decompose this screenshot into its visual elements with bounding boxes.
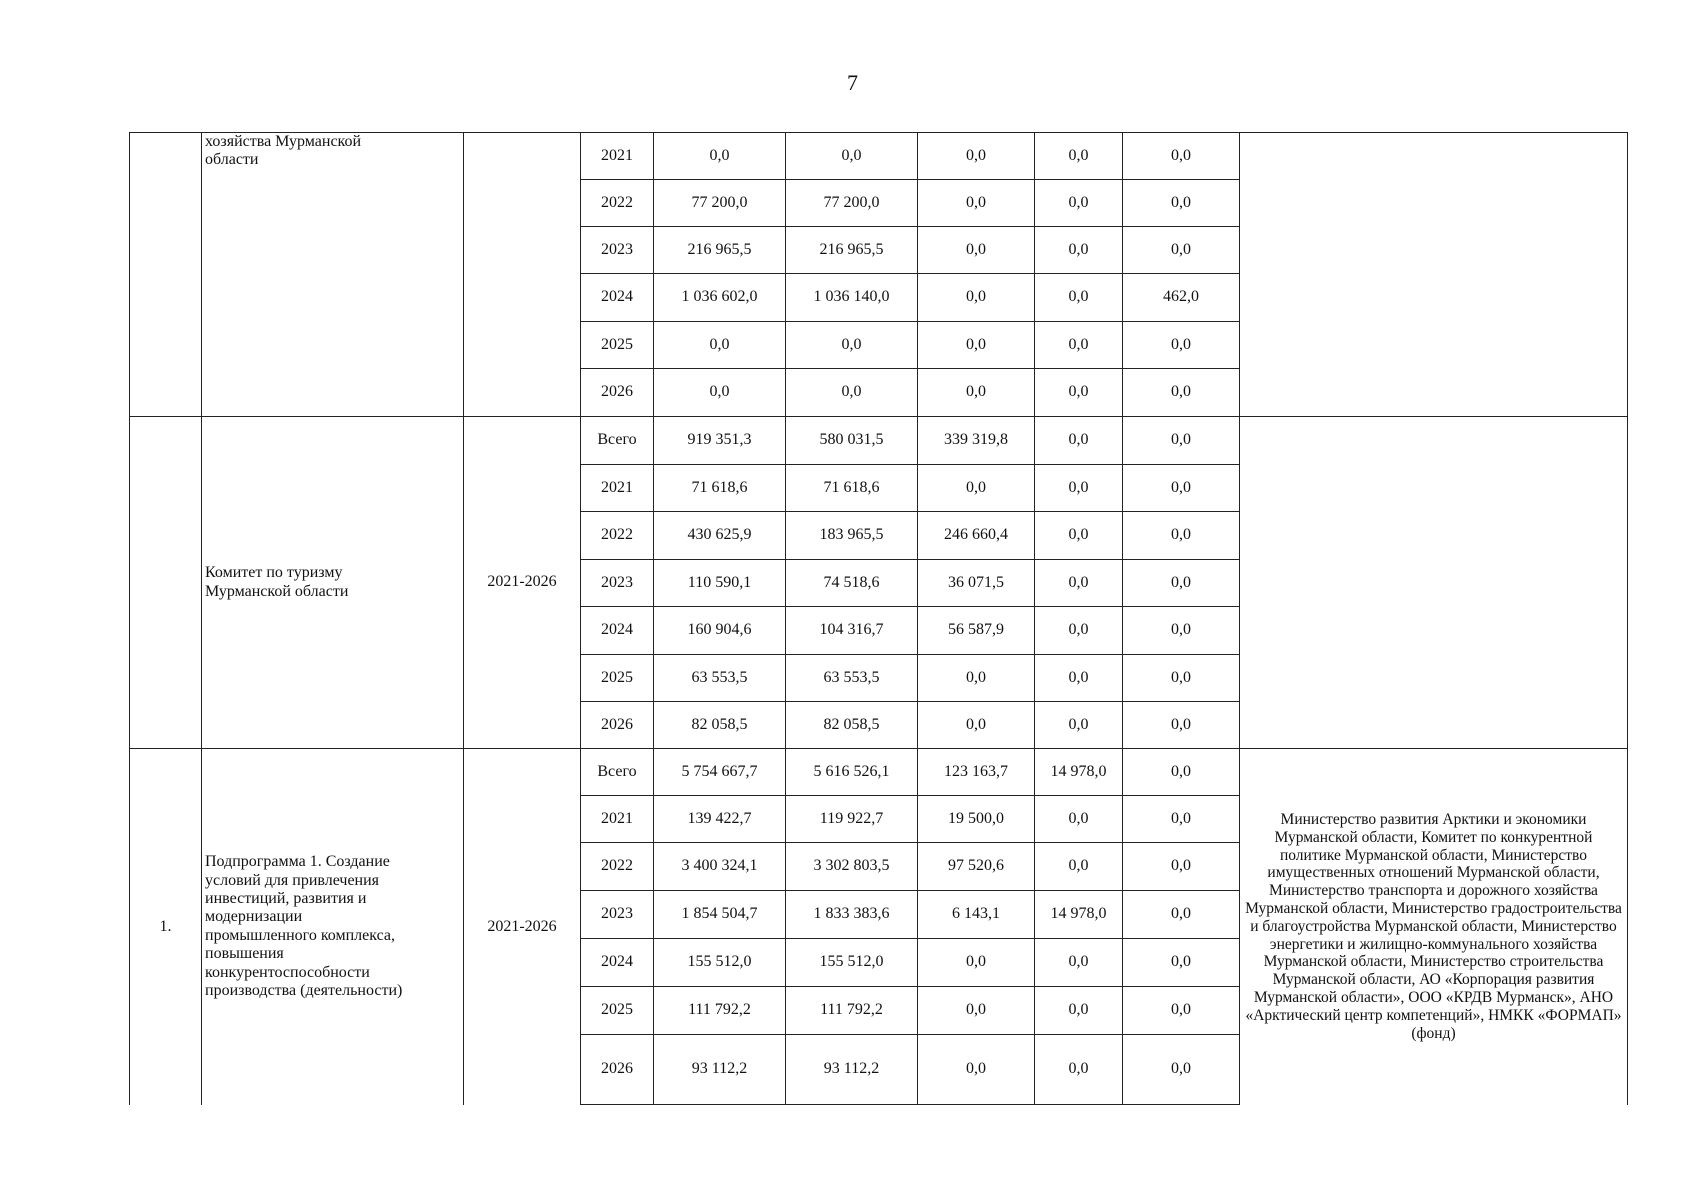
local-budget-value: 0,0 [1035, 607, 1123, 655]
total-value: 1 854 504,7 [654, 891, 786, 939]
year-cell: 2024 [581, 274, 654, 322]
regional-budget-value: 580 031,5 [786, 417, 918, 465]
other-sources-value: 0,0 [1123, 560, 1240, 607]
year-cell: 2024 [581, 939, 654, 987]
other-sources-value: 0,0 [1123, 465, 1240, 512]
regional-budget-value: 111 792,2 [786, 987, 918, 1035]
year-cell: 2022 [581, 180, 654, 227]
federal-budget-value: 97 520,6 [918, 843, 1035, 891]
table-row [130, 417, 1628, 465]
section-name-cell [202, 417, 464, 749]
total-value: 77 200,0 [654, 180, 786, 227]
section-name-text: Подпрограмма 1. Создание условий для привлечения инвестиций, развития и модернизации промышленного комплекса, повышения конкурентоспособности производства (деятельности) [205, 853, 403, 999]
local-budget-value: 0,0 [1035, 1035, 1123, 1105]
year-cell: 2021 [581, 133, 654, 180]
budget-table [129, 132, 1628, 1105]
year-cell: 2024 [581, 607, 654, 655]
other-sources-value: 0,0 [1123, 796, 1240, 843]
year-cell: Всего [581, 417, 654, 465]
year-cell: 2025 [581, 322, 654, 369]
other-sources-value: 0,0 [1123, 369, 1240, 417]
local-budget-value: 0,0 [1035, 369, 1123, 417]
regional-budget-value: 183 965,5 [786, 512, 918, 560]
section-period-cell: 2021-2026 [464, 749, 581, 1105]
year-cell: 2022 [581, 843, 654, 891]
year-cell: 2023 [581, 560, 654, 607]
federal-budget-value: 36 071,5 [918, 560, 1035, 607]
federal-budget-value: 19 500,0 [918, 796, 1035, 843]
federal-budget-value: 6 143,1 [918, 891, 1035, 939]
year-cell: 2025 [581, 987, 654, 1035]
local-budget-value: 0,0 [1035, 227, 1123, 274]
other-sources-value: 0,0 [1123, 749, 1240, 796]
year-cell: Всего [581, 749, 654, 796]
local-budget-value: 0,0 [1035, 322, 1123, 369]
federal-budget-value: 339 319,8 [918, 417, 1035, 465]
total-value: 160 904,6 [654, 607, 786, 655]
year-cell: 2026 [581, 702, 654, 749]
section-period-cell [464, 133, 581, 417]
regional-budget-value: 5 616 526,1 [786, 749, 918, 796]
section-name-text: хозяйства Мурманской области [205, 133, 362, 169]
total-value: 155 512,0 [654, 939, 786, 987]
federal-budget-value: 0,0 [918, 227, 1035, 274]
regional-budget-value: 0,0 [786, 133, 918, 180]
local-budget-value: 14 978,0 [1035, 749, 1123, 796]
responsible-executors-cell [1240, 417, 1628, 749]
total-value: 110 590,1 [654, 560, 786, 607]
total-value: 1 036 602,0 [654, 274, 786, 322]
other-sources-value: 0,0 [1123, 512, 1240, 560]
other-sources-value: 462,0 [1123, 274, 1240, 322]
federal-budget-value: 0,0 [918, 180, 1035, 227]
year-cell: 2023 [581, 891, 654, 939]
section-name-cell [202, 749, 464, 1105]
year-cell: 2023 [581, 227, 654, 274]
year-cell: 2026 [581, 1035, 654, 1105]
year-cell: 2021 [581, 465, 654, 512]
local-budget-value: 14 978,0 [1035, 891, 1123, 939]
total-value: 93 112,2 [654, 1035, 786, 1105]
total-value: 139 422,7 [654, 796, 786, 843]
other-sources-value: 0,0 [1123, 843, 1240, 891]
local-budget-value: 0,0 [1035, 702, 1123, 749]
regional-budget-value: 3 302 803,5 [786, 843, 918, 891]
total-value: 0,0 [654, 322, 786, 369]
year-cell: 2022 [581, 512, 654, 560]
other-sources-value: 0,0 [1123, 133, 1240, 180]
federal-budget-value: 0,0 [918, 465, 1035, 512]
table-row [130, 133, 1628, 180]
other-sources-value: 0,0 [1123, 322, 1240, 369]
other-sources-value: 0,0 [1123, 1035, 1240, 1105]
responsible-executors-cell [1240, 133, 1628, 417]
regional-budget-value: 0,0 [786, 322, 918, 369]
local-budget-value: 0,0 [1035, 274, 1123, 322]
total-value: 71 618,6 [654, 465, 786, 512]
section-period-cell: 2021-2026 [464, 417, 581, 749]
other-sources-value: 0,0 [1123, 655, 1240, 702]
total-value: 0,0 [654, 133, 786, 180]
total-value: 430 625,9 [654, 512, 786, 560]
regional-budget-value: 119 922,7 [786, 796, 918, 843]
other-sources-value: 0,0 [1123, 987, 1240, 1035]
regional-budget-value: 155 512,0 [786, 939, 918, 987]
local-budget-value: 0,0 [1035, 512, 1123, 560]
local-budget-value: 0,0 [1035, 843, 1123, 891]
section-number-cell: 1. [130, 749, 202, 1105]
other-sources-value: 0,0 [1123, 702, 1240, 749]
regional-budget-value: 216 965,5 [786, 227, 918, 274]
other-sources-value: 0,0 [1123, 180, 1240, 227]
year-cell: 2026 [581, 369, 654, 417]
federal-budget-value: 0,0 [918, 987, 1035, 1035]
page-number: 7 [847, 70, 858, 95]
total-value: 216 965,5 [654, 227, 786, 274]
regional-budget-value: 1 036 140,0 [786, 274, 918, 322]
federal-budget-value: 0,0 [918, 133, 1035, 180]
regional-budget-value: 74 518,6 [786, 560, 918, 607]
federal-budget-value: 0,0 [918, 655, 1035, 702]
federal-budget-value: 0,0 [918, 1035, 1035, 1105]
total-value: 3 400 324,1 [654, 843, 786, 891]
regional-budget-value: 82 058,5 [786, 702, 918, 749]
section-name-text: Комитет по туризму Мурманской области [205, 564, 349, 600]
other-sources-value: 0,0 [1123, 227, 1240, 274]
total-value: 111 792,2 [654, 987, 786, 1035]
responsible-executors-cell: Министерство развития Арктики и экономики Мурманской области, Комитет по конкурентной политике Мурманской области, Министерство имущественных отношений Мурманской области, Министерство транспорта и дорожного хозяйства Мурманской области, Министерство градостроительства и благоустройства Мурманской области, Министерство энергетики и жилищно-коммунального хозяйства Мурманской области, Министерство строительства Мурманской области, АО «Корпорация развития Мурманской области», ООО «КРДВ Мурманск», АНО «Арктический центр компетенций», НМКК «ФОРМАП» (фонд) [1240, 749, 1628, 1105]
total-value: 5 754 667,7 [654, 749, 786, 796]
section-number-cell [130, 417, 202, 749]
other-sources-value: 0,0 [1123, 891, 1240, 939]
regional-budget-value: 93 112,2 [786, 1035, 918, 1105]
federal-budget-value: 0,0 [918, 322, 1035, 369]
regional-budget-value: 1 833 383,6 [786, 891, 918, 939]
local-budget-value: 0,0 [1035, 560, 1123, 607]
federal-budget-value: 123 163,7 [918, 749, 1035, 796]
year-cell: 2025 [581, 655, 654, 702]
other-sources-value: 0,0 [1123, 939, 1240, 987]
federal-budget-value: 0,0 [918, 369, 1035, 417]
year-cell: 2021 [581, 796, 654, 843]
local-budget-value: 0,0 [1035, 655, 1123, 702]
federal-budget-value: 0,0 [918, 702, 1035, 749]
section-name-cell [202, 133, 464, 417]
local-budget-value: 0,0 [1035, 939, 1123, 987]
total-value: 0,0 [654, 369, 786, 417]
total-value: 63 553,5 [654, 655, 786, 702]
local-budget-value: 0,0 [1035, 796, 1123, 843]
federal-budget-value: 246 660,4 [918, 512, 1035, 560]
table-row [130, 749, 1628, 796]
local-budget-value: 0,0 [1035, 133, 1123, 180]
regional-budget-value: 0,0 [786, 369, 918, 417]
local-budget-value: 0,0 [1035, 417, 1123, 465]
total-value: 919 351,3 [654, 417, 786, 465]
local-budget-value: 0,0 [1035, 180, 1123, 227]
regional-budget-value: 63 553,5 [786, 655, 918, 702]
federal-budget-value: 0,0 [918, 939, 1035, 987]
federal-budget-value: 0,0 [918, 274, 1035, 322]
total-value: 82 058,5 [654, 702, 786, 749]
other-sources-value: 0,0 [1123, 607, 1240, 655]
regional-budget-value: 71 618,6 [786, 465, 918, 512]
regional-budget-value: 104 316,7 [786, 607, 918, 655]
local-budget-value: 0,0 [1035, 987, 1123, 1035]
section-number-cell [130, 133, 202, 417]
federal-budget-value: 56 587,9 [918, 607, 1035, 655]
regional-budget-value: 77 200,0 [786, 180, 918, 227]
local-budget-value: 0,0 [1035, 465, 1123, 512]
other-sources-value: 0,0 [1123, 417, 1240, 465]
